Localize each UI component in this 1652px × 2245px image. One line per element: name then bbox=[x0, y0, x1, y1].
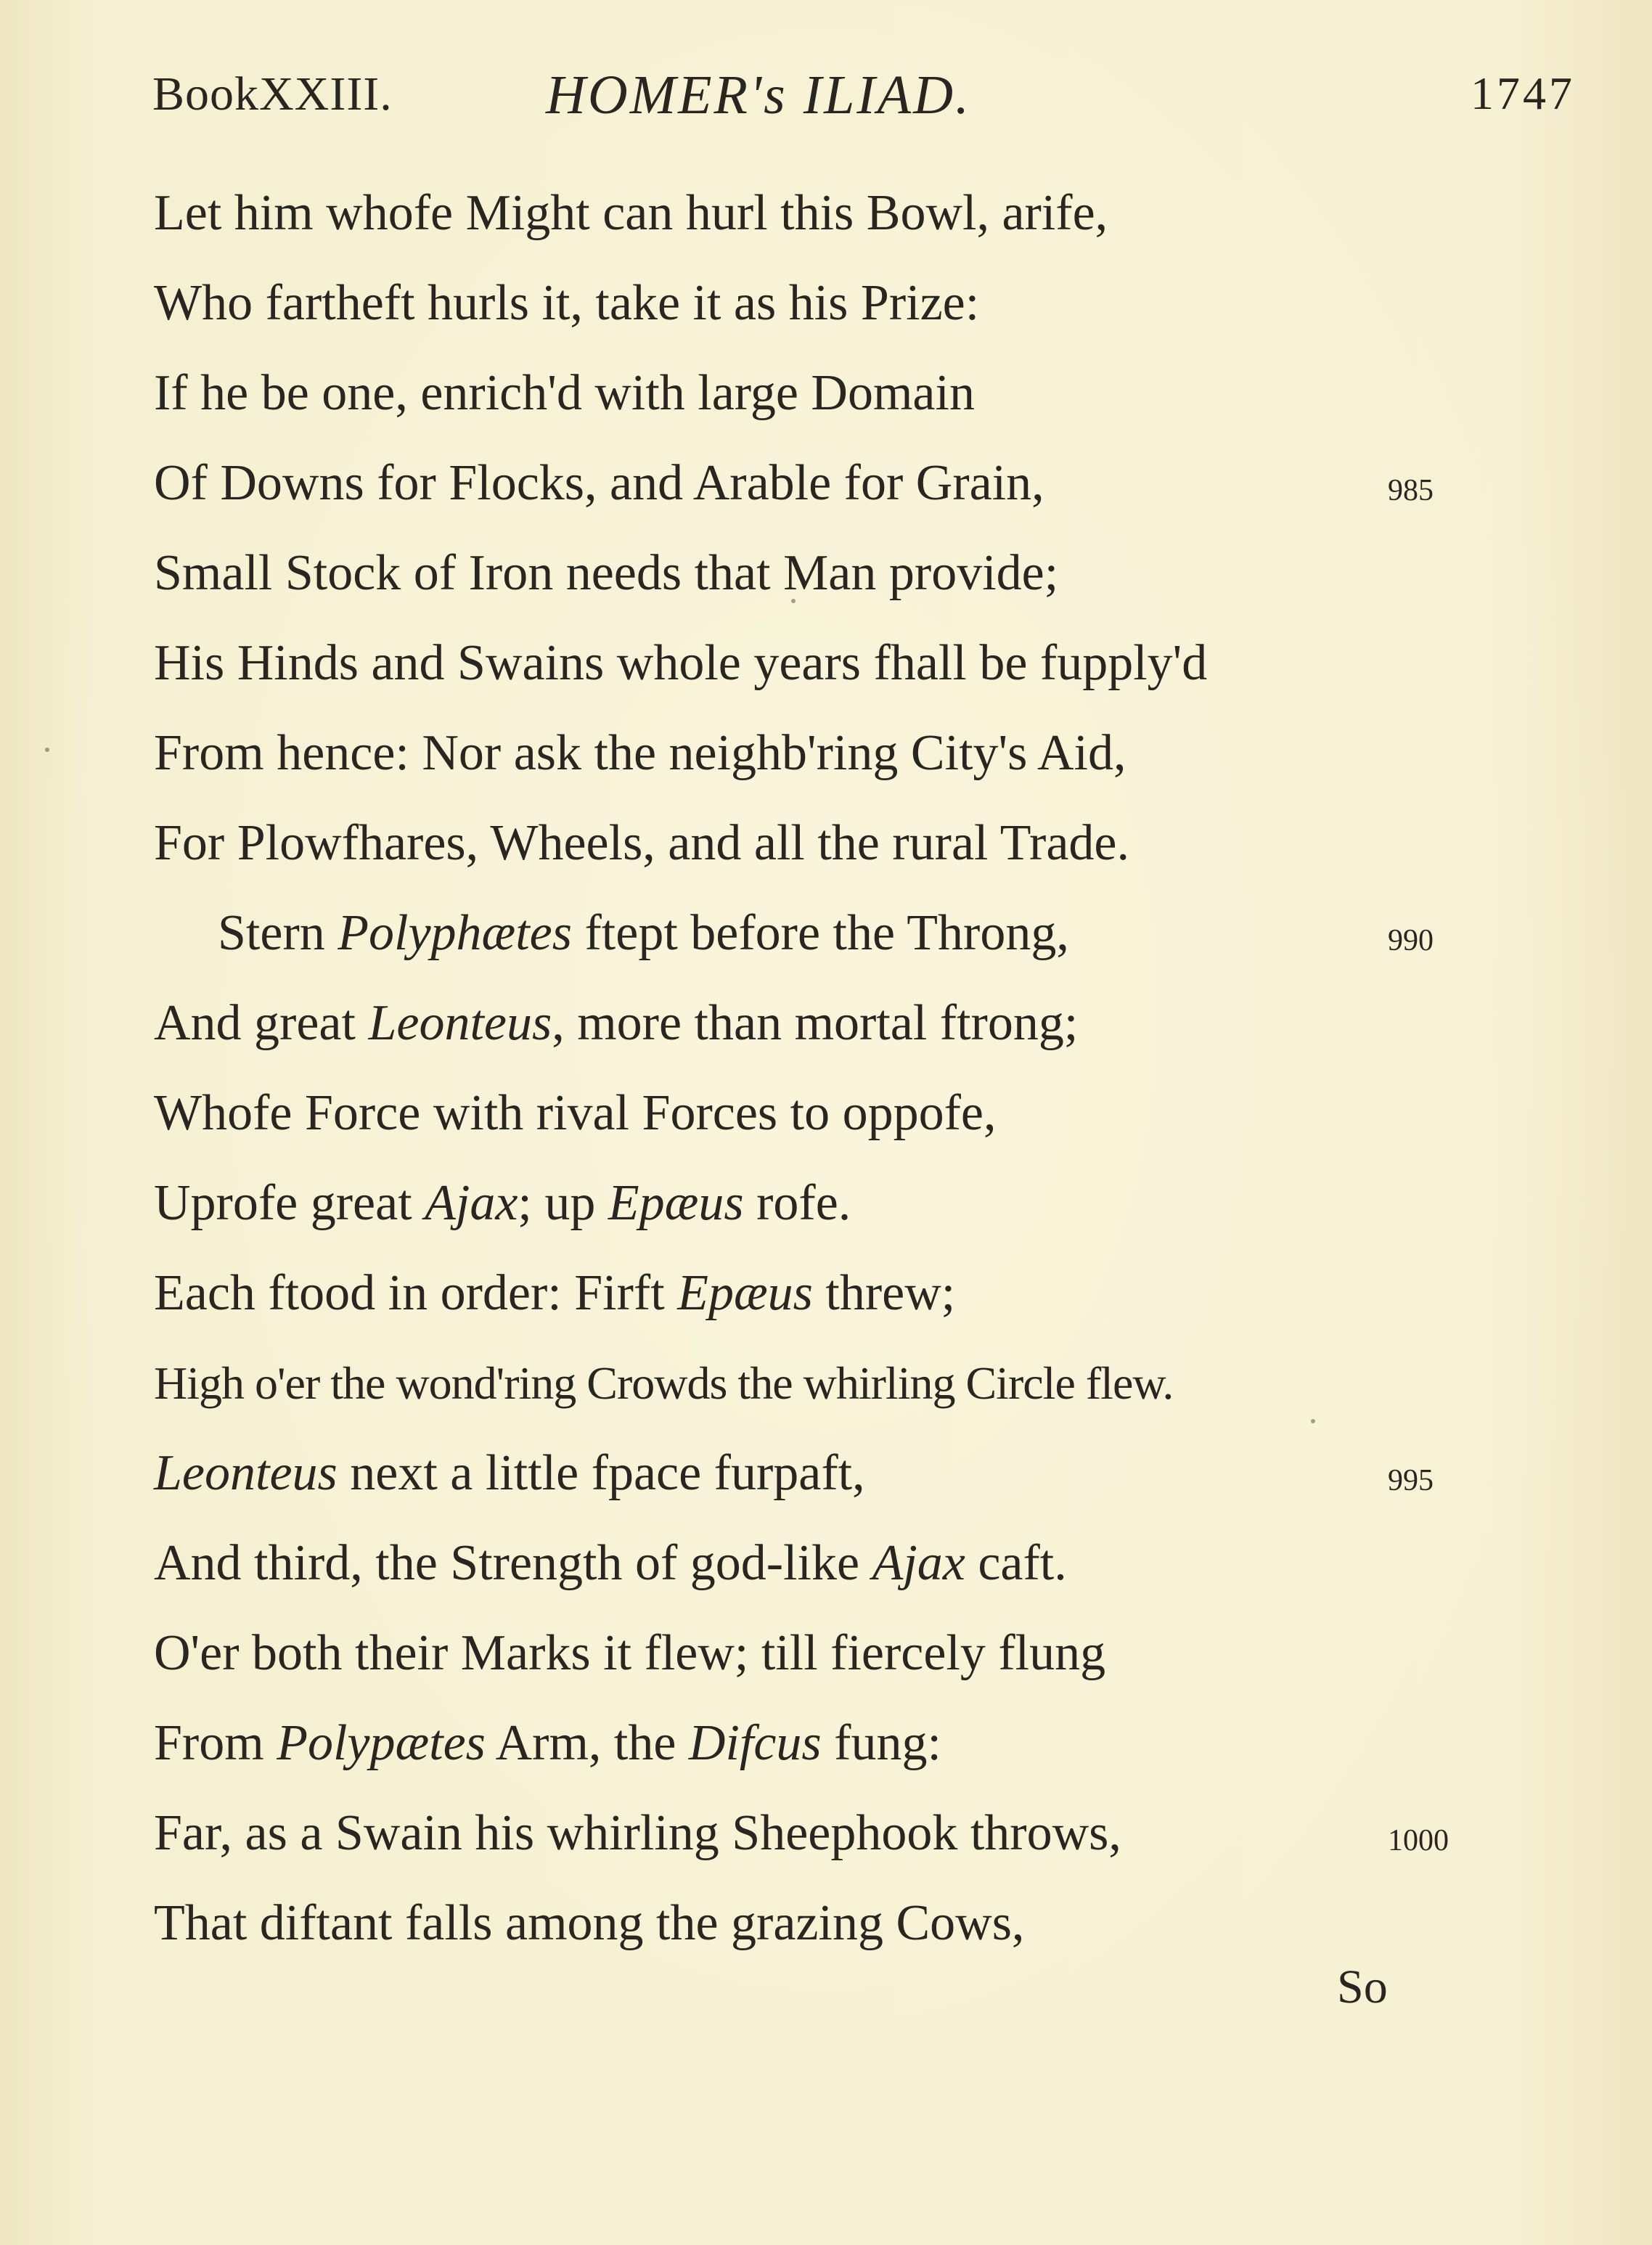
verse-line bbox=[0, 438, 1652, 528]
line-number: 995 bbox=[1388, 1464, 1434, 1497]
verse-line bbox=[0, 978, 1652, 1068]
verse-line bbox=[0, 258, 1652, 348]
verse-text: O'er both their Marks it flew; till fiercely flung bbox=[154, 1625, 1106, 1681]
verse-text: Who fartheft hurls it, take it as his Prize: bbox=[154, 275, 980, 331]
verse-text: From Polypætes Arm, the Difcus fung: bbox=[154, 1715, 941, 1771]
verse-line bbox=[0, 348, 1652, 438]
verse-line bbox=[0, 1608, 1652, 1698]
verse-text: And great Leonteus, more than mortal ftrong; bbox=[154, 995, 1079, 1051]
verse-text: From hence: Nor ask the neighb'ring City's Aid, bbox=[154, 725, 1126, 781]
verse-line bbox=[0, 798, 1652, 888]
line-number: 985 bbox=[1388, 474, 1434, 507]
verse-block bbox=[0, 168, 1652, 1968]
verse-line bbox=[0, 1158, 1652, 1248]
verse-text: Each ftood in order: Firft Epæus threw; bbox=[154, 1265, 956, 1321]
running-header bbox=[152, 64, 1575, 129]
book-label: BookXXIII. bbox=[152, 68, 393, 120]
verse-text: Far, as a Swain his whirling Sheephook throws, bbox=[154, 1805, 1121, 1861]
verse-line bbox=[0, 618, 1652, 708]
verse-text: Let him whofe Might can hurl this Bowl, arife, bbox=[154, 185, 1108, 241]
verse-line bbox=[0, 1428, 1652, 1518]
verse-line bbox=[0, 1698, 1652, 1788]
verse-text: Of Downs for Flocks, and Arable for Grain, bbox=[154, 455, 1044, 511]
verse-text: Small Stock of Iron needs that Man provide; bbox=[154, 545, 1059, 601]
verse-line bbox=[0, 528, 1652, 618]
verse-text: That diftant falls among the grazing Cows, bbox=[154, 1895, 1025, 1951]
verse-line bbox=[0, 1518, 1652, 1608]
page-number: 1747 bbox=[1471, 68, 1575, 119]
verse-line bbox=[0, 1248, 1652, 1338]
verse-line bbox=[0, 1788, 1652, 1878]
verse-line bbox=[0, 168, 1652, 258]
verse-text: Whofe Force with rival Forces to oppofe, bbox=[154, 1085, 997, 1141]
verse-text: High o'er the wond'ring Crowds the whirling Circle flew. bbox=[154, 1357, 1174, 1409]
verse-line bbox=[0, 1878, 1652, 1968]
verse-line bbox=[0, 1338, 1652, 1428]
verse-text: Uprofe great Ajax; up Epæus rofe. bbox=[154, 1175, 851, 1231]
running-title: HOMER's ILIAD. bbox=[546, 65, 971, 126]
verse-text: Leonteus next a little fpace furpaft, bbox=[154, 1445, 865, 1501]
paper-speck bbox=[791, 599, 796, 603]
verse-text: Stern Polyphætes ftept before the Throng, bbox=[218, 905, 1069, 961]
verse-text: His Hinds and Swains whole years fhall be fupply'd bbox=[154, 635, 1208, 691]
verse-text: And third, the Strength of god-like Ajax caft. bbox=[154, 1535, 1067, 1591]
paper-speck bbox=[1311, 1419, 1315, 1423]
verse-line bbox=[0, 1068, 1652, 1158]
verse-text: For Plowfhares, Wheels, and all the rural Trade. bbox=[154, 815, 1129, 871]
line-number: 990 bbox=[1388, 924, 1434, 957]
verse-line bbox=[0, 708, 1652, 798]
verse-line bbox=[0, 888, 1652, 978]
line-number: 1000 bbox=[1388, 1824, 1449, 1857]
verse-text: If he be one, enrich'd with large Domain bbox=[154, 365, 975, 421]
catchword: So bbox=[1337, 1960, 1388, 2013]
paper-speck bbox=[45, 748, 49, 752]
